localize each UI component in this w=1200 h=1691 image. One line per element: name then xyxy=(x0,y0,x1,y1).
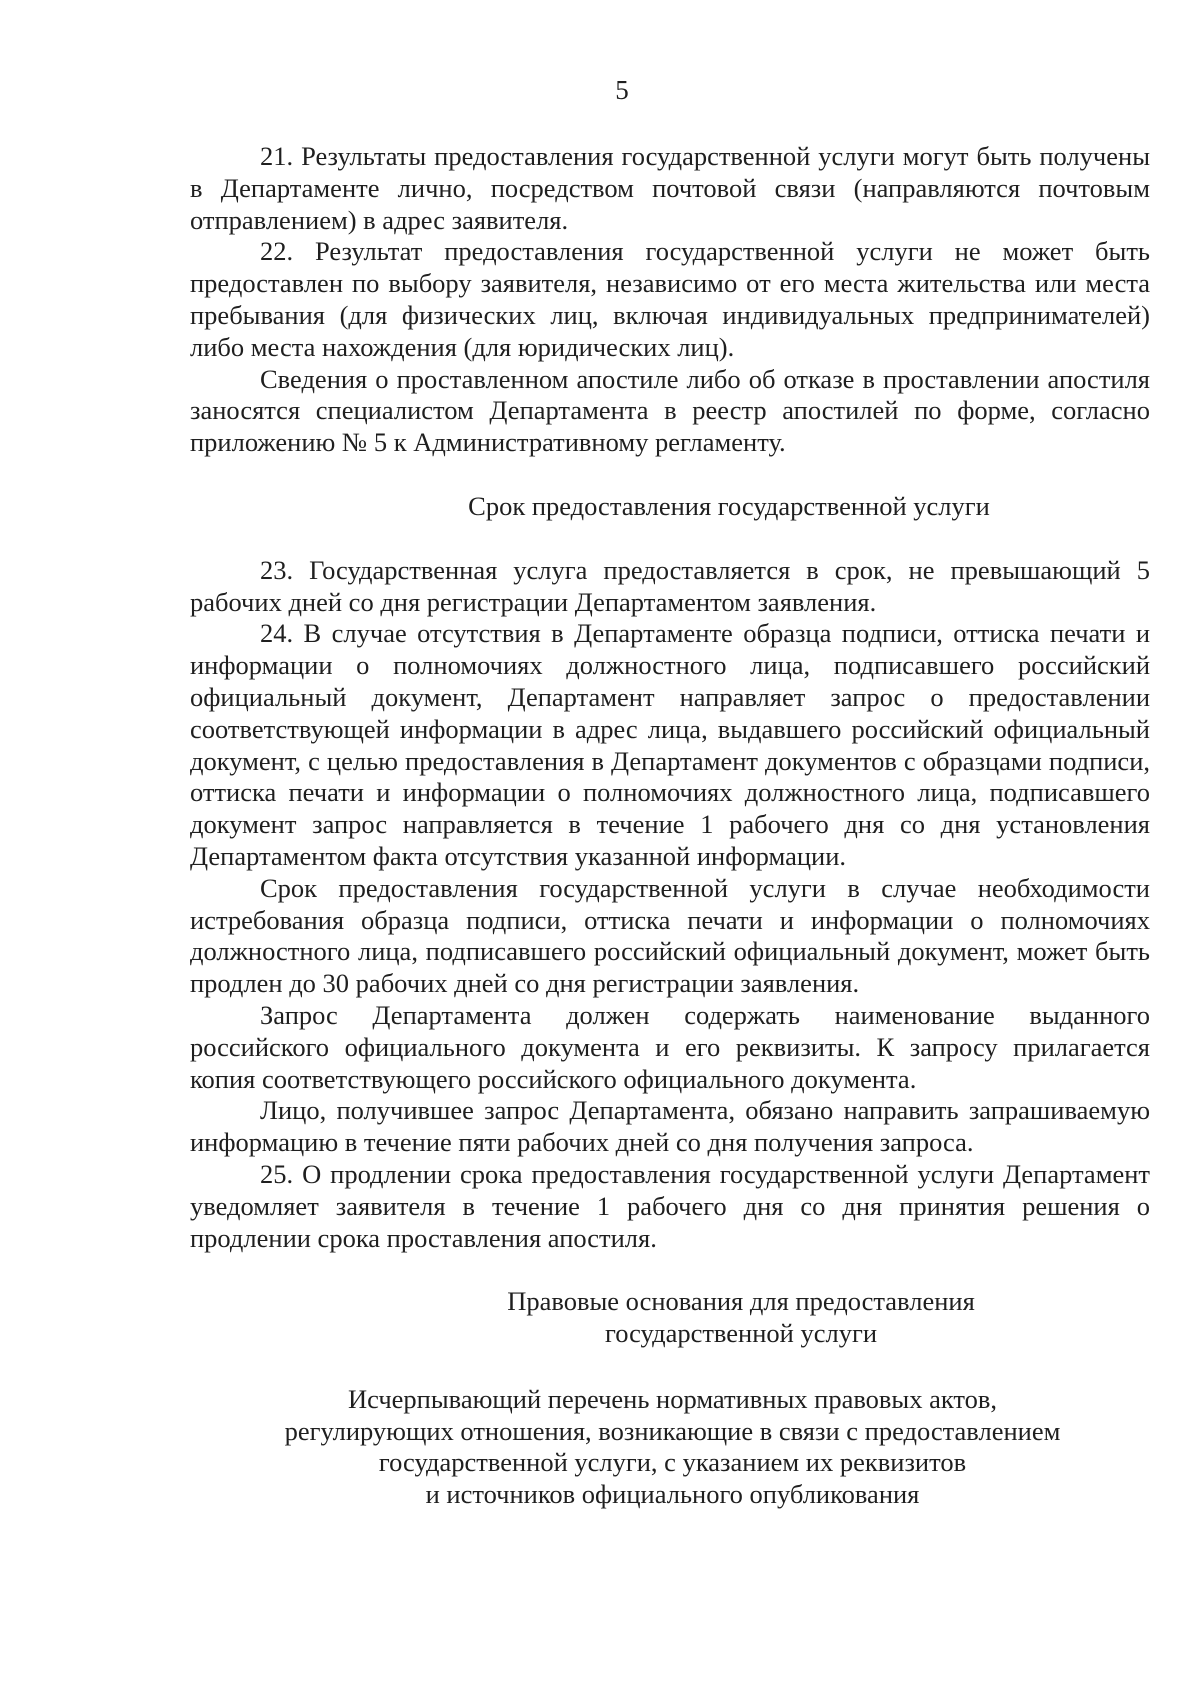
paragraph-23: 23. Государственная услуга предоставляется в срок, не превышающий 5 рабочих дней со дня регистрации Департаментом заявления. xyxy=(190,554,1150,617)
acts-heading-line-4: и источников официального опубликования xyxy=(425,1479,920,1510)
document-body xyxy=(190,141,1150,1511)
legal-heading-line-1: Правовые основания для предоставления xyxy=(507,1286,975,1317)
paragraph-21: 21. Результаты предоставления государственной услуги могут быть получены в Департаменте лично, посредством почтовой связи (направляются почтовым отправлением) в адрес заявителя. xyxy=(190,141,1150,235)
paragraph-22: 22. Результат предоставления государственной услуги не может быть предоставлен по выбору заявителя, независимо от его места жительства или места пребывания (для физических лиц, включая индивидуальных предпринимателей) либо места нахождения (для юридических лиц). xyxy=(190,236,1150,362)
paragraph-apostille-register: Сведения о проставленном апостиле либо об отказе в проставлении апостиля заносятся специалистом Департамента в реестр апостилей по форме, согласно приложению № 5 к Административному регламенту. xyxy=(190,363,1150,458)
legal-heading-line-2: государственной услуги xyxy=(604,1318,878,1349)
paragraph-extension-term: Срок предоставления государственной услуги в случае необходимости истребования образца подписи, оттиска печати и информации о полномочиях должностного лица, подписавшего российский официальный документ, может быть продлен до 30 рабочих дней со дня регистрации заявления. xyxy=(190,872,1150,999)
section-heading-acts-list xyxy=(190,1384,1150,1511)
paragraph-25: 25. О продлении срока предоставления государственной услуги Департамент уведомляет заявителя в течение 1 рабочего дня со дня принятия решения о продлении срока проставления апостиля. xyxy=(190,1158,1150,1253)
paragraph-24: 24. В случае отсутствия в Департаменте образца подписи, оттиска печати и информации о полномочиях должностного лица, подписавшего российский официальный документ, Департамент направляет запрос о предоставлении соответствующей информации в адрес лица, выдавшего российский официальный документ, с целью предоставления в Департамент документов с образцами подписи, оттиска печати и информации о полномочиях должностного лица, подписавшего документ запрос направляется в течение 1 рабочего дня со дня установления Департаментом факта отсутствия указанной информации. xyxy=(190,618,1150,871)
acts-heading-line-1: Исчерпывающий перечень нормативных правовых актов, xyxy=(347,1383,998,1414)
acts-heading-line-2: регулирующих отношения, возникающие в связи с предоставлением xyxy=(284,1415,1061,1446)
paragraph-request-response: Лицо, получившее запрос Департамента, обязано направить запрашиваемую информацию в течение пяти рабочих дней со дня получения запроса. xyxy=(190,1095,1150,1158)
paragraph-request-content: Запрос Департамента должен содержать наименование выданного российского официального документа и его реквизиты. К запросу прилагается копия соответствующего российского официального документа. xyxy=(190,999,1150,1094)
section-heading-term: Срок предоставления государственной услуги xyxy=(468,490,990,521)
page-number: 5 xyxy=(615,75,629,105)
acts-heading-line-3: государственной услуги, с указанием их реквизитов xyxy=(378,1447,967,1478)
section-heading-legal-basis xyxy=(190,1286,1150,1350)
